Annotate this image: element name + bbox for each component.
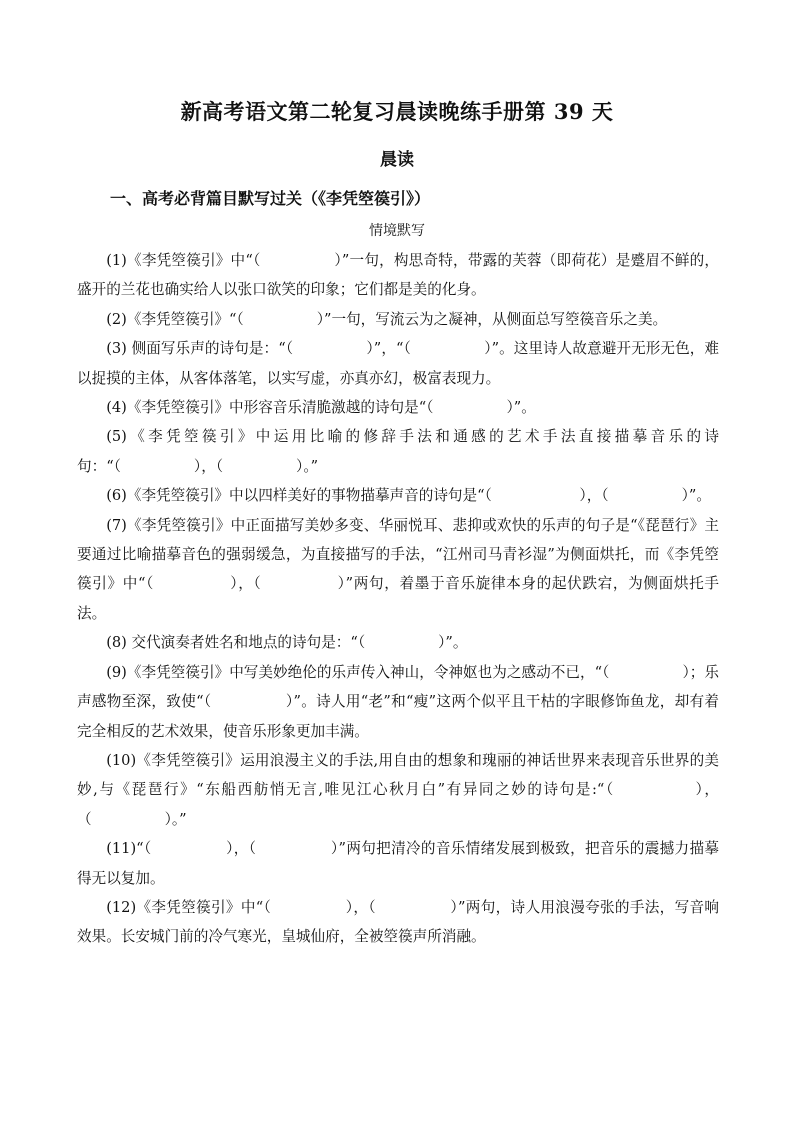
question-11: (11)“（ ），（ ）”两句把清冷的音乐情绪发展到极致，把音乐的震撼力描摹得无以复加。 — [77, 840, 719, 887]
question-8: (8) 交代演奏者姓名和地点的诗句是：“（ ）”。 — [106, 634, 468, 652]
section-heading: 一、高考必背篇目默写过关（《李凭箜篌引》） — [110, 189, 431, 208]
question-3: (3) 侧面写乐声的诗句是：“（ ）”，“（ ）”。这里诗人故意避开无形无色，难以捉摸的主体，从客体落笔，以实写虚，亦真亦幻，极富表现力。 — [77, 340, 719, 387]
question-12: (12)《李凭箜篌引》中“（ ），（ ）”两句，诗人用浪漫夸张的手法，写音响效果。长安城门前的冷气寒光，皇城仙府，全被箜篌声所消融。 — [77, 898, 719, 946]
question-10: (10)《李凭箜篌引》运用浪漫主义的手法,用自由的想象和瑰丽的神话世界来表现音乐世界的美妙,与《琵琶行》“东船西舫悄无言,唯见江心秋月白”有异同之妙的诗句是:“（ ），（ ）。” — [77, 751, 719, 828]
question-5: (5)《李凭箜篌引》中运用比喻的修辞手法和通感的艺术手法直接描摹音乐的诗句：“（ ），（ ）。” — [77, 428, 719, 475]
question-list — [77, 246, 719, 952]
question-1: (1)《李凭箜篌引》中“（ ）”一句，构思奇特，带露的芙蓉（即荷花）是蹙眉不鲜的，盛开的兰花也确实给人以张口欲笑的印象；它们都是美的化身。 — [77, 252, 719, 299]
question-4: (4)《李凭箜篌引》中形容音乐清脆激越的诗句是“（ ）”。 — [106, 399, 536, 417]
question-7: (7)《李凭箜篌引》中正面描写美妙多变、华丽悦耳、悲抑或欢快的乐声的句子是“《琵琶行》主要通过比喻描摹音色的强弱缓急，为直接描写的手法，“江州司马青衫湿”为侧面烘托，而《李凭箜篌引》中“（ ），（ ）”两句，着墨于音乐旋律本身的起伏跌宕，为侧面烘托手法。 — [77, 516, 719, 622]
exercise-type-heading: 情境默写 — [369, 223, 425, 239]
morning-reading-heading: 晨读 — [380, 150, 414, 170]
question-2: (2)《李凭箜篌引》“（ ）”一句，写流云为之凝神，从侧面总写箜篌音乐之美。 — [106, 310, 668, 328]
page-title: 新高考语文第二轮复习晨读晚练手册第 39 天 — [180, 99, 614, 124]
question-6: (6)《李凭箜篌引》中以四样美好的事物描摹声音的诗句是“（ ），（ ）”。 — [106, 487, 711, 505]
question-9: (9)《李凭箜篌引》中写美妙绝伦的乐声传入神山，令神妪也为之感动不已，“（ ）；乐声感物至深，致使“（ ）”。诗人用“老”和“瘦”这两个似平且干枯的字眼修饰鱼龙，却有着完全相反的艺术效果，使音乐形象更加丰满。 — [77, 663, 719, 740]
